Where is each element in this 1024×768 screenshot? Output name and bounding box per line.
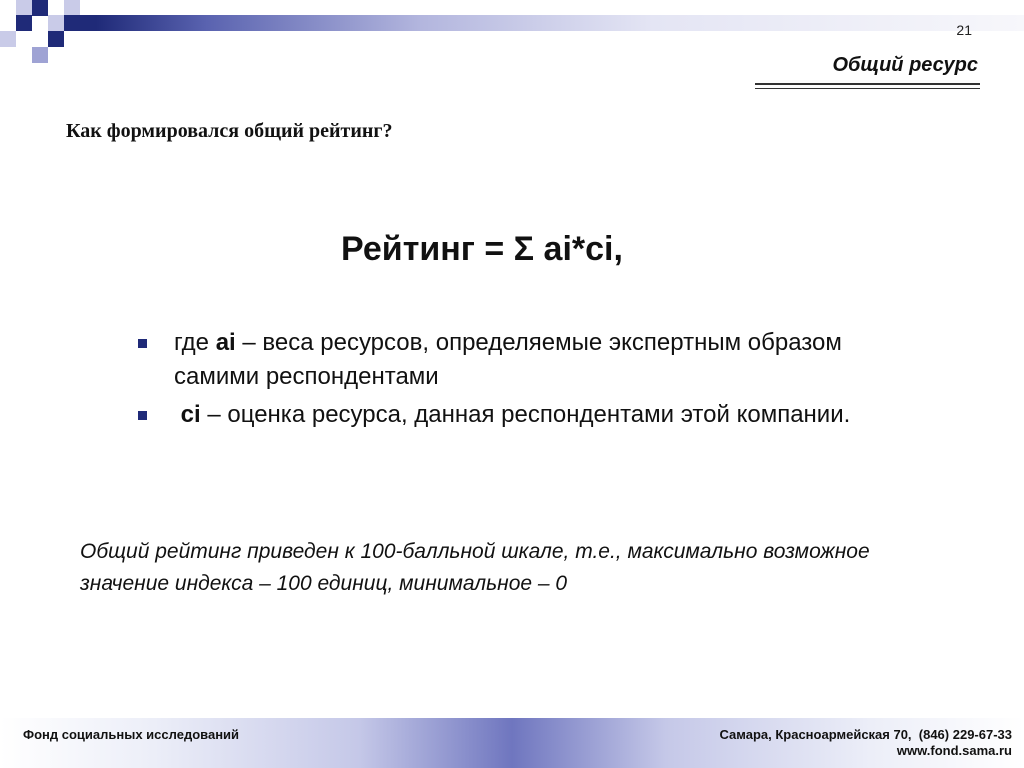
bullet-term: ci (180, 401, 201, 428)
bullet-prefix: где (174, 329, 216, 356)
rating-formula: Рейтинг = Σ ai*ci, (341, 230, 623, 268)
section-title: Общий ресурс (832, 54, 978, 76)
decor-square (0, 31, 16, 47)
header-band (64, 15, 96, 31)
footer-address: Самара, Красноармейская 70, (846) 229-67-33 (719, 727, 1012, 742)
decor-square (48, 15, 64, 31)
title-divider (755, 88, 980, 89)
definition-list (138, 326, 858, 436)
decor-square (64, 0, 80, 16)
footer-website: www.fond.sama.ru (896, 743, 1012, 758)
title-divider (755, 83, 980, 85)
footer-organization: Фонд социальных исследований (23, 727, 240, 742)
square-bullet-icon (138, 339, 147, 348)
decor-square (16, 15, 32, 31)
scale-note: Общий рейтинг приведен к 100-балльной шкале, т.е., максимально возможное значение индекса – 100 единиц, минимальное – 0 (80, 540, 870, 595)
decor-square (32, 0, 48, 16)
list-item (138, 398, 858, 432)
decor-square (16, 0, 32, 16)
page-number: 21 (956, 22, 972, 38)
list-item (138, 326, 858, 394)
square-bullet-icon (138, 411, 147, 420)
decor-square (32, 47, 48, 63)
bullet-term: ai (215, 329, 236, 356)
decor-square (48, 31, 64, 47)
bullet-text: – оценка ресурса, данная респондентами этой компании. (200, 401, 851, 428)
header-band (96, 15, 1024, 31)
bullet-prefix (174, 401, 181, 428)
footer-contacts (720, 727, 1013, 759)
bullet-text: – веса ресурсов, определяемые экспертным образом самими респондентами (174, 329, 842, 390)
slide-question: Как формировался общий рейтинг? (66, 120, 393, 142)
